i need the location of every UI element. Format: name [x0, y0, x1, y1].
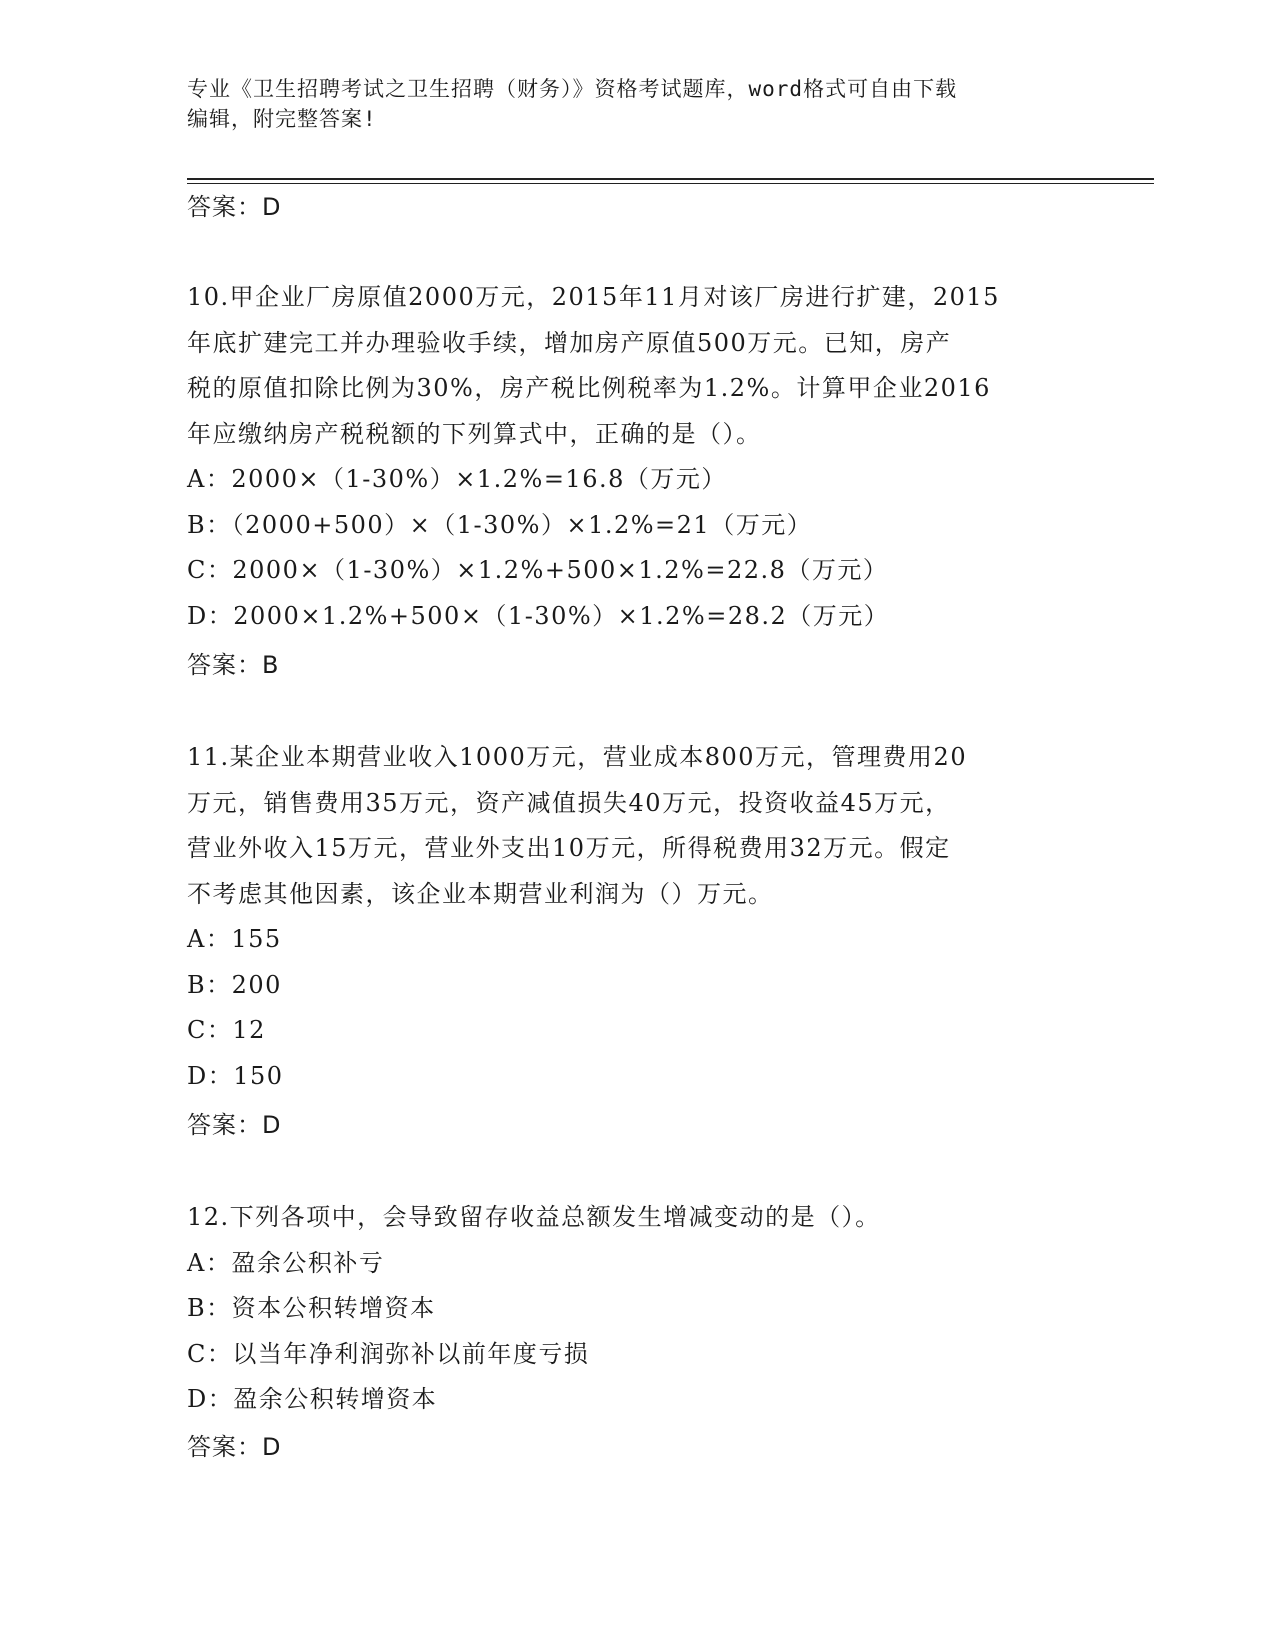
- option-c: C：以当年净利润弥补以前年度亏损: [187, 1339, 590, 1368]
- question-10: [187, 275, 1087, 639]
- answer-12: 答案：D: [187, 1433, 282, 1461]
- option-b: B：（2000+500）×（1-30%）×1.2%=21（万元）: [187, 510, 813, 539]
- stem-line: 万元，销售费用35万元，资产减值损失40万元，投资收益45万元，: [187, 788, 951, 817]
- option-d: D：2000×1.2%+500×（1-30%）×1.2%=28.2（万元）: [187, 601, 890, 630]
- header-line-1: 专业《卫生招聘考试之卫生招聘（财务）》资格考试题库，word格式可自由下载: [187, 77, 958, 101]
- option-d: D：盈余公积转增资本: [187, 1385, 438, 1413]
- stem-line: 营业外收入15万元，营业外支出10万元，所得税费用32万元。假定: [187, 834, 951, 862]
- question-stem: [187, 735, 1087, 917]
- question-12: [187, 1195, 1087, 1423]
- option-b: B：资本公积转增资本: [187, 1294, 436, 1322]
- answer-10: 答案：B: [187, 651, 280, 679]
- stem-line: 不考虑其他因素，该企业本期营业利润为（）万元。: [187, 879, 774, 908]
- option-c: C：2000×（1-30%）×1.2%+500×1.2%=22.8（万元）: [187, 556, 889, 584]
- header-divider-thin: [187, 183, 1154, 184]
- option-b: B：200: [187, 970, 282, 999]
- option-a: A：盈余公积补亏: [187, 1248, 385, 1277]
- stem-line: 税的原值扣除比例为30%，房产税比例税率为1.2%。计算甲企业2016: [187, 374, 991, 402]
- header-divider-thick: [187, 178, 1154, 180]
- stem-line: 10.甲企业厂房原值2000万元，2015年11月对该厂房进行扩建，2015: [187, 283, 1000, 311]
- question-11: [187, 735, 1087, 1099]
- stem-line: 11.某企业本期营业收入1000万元，营业成本800万元，管理费用20: [187, 743, 968, 771]
- stem-line: 年底扩建完工并办理验收手续，增加房产原值500万元。已知，房产: [187, 328, 952, 357]
- previous-question-answer: 答案：D: [187, 193, 282, 221]
- question-stem: [187, 1195, 1087, 1241]
- header-line-2: 编辑，附完整答案!: [187, 107, 377, 131]
- option-a: A：155: [187, 925, 282, 953]
- option-d: D：150: [187, 1061, 284, 1090]
- stem-line: 年应缴纳房产税税额的下列算式中，正确的是（）。: [187, 419, 762, 448]
- question-stem: [187, 275, 1087, 457]
- option-c: C：12: [187, 1016, 266, 1044]
- answer-11: 答案：D: [187, 1111, 282, 1139]
- option-a: A：2000×（1-30%）×1.2%=16.8（万元）: [187, 465, 727, 493]
- document-header: [187, 74, 1087, 134]
- stem-line: 12.下列各项中，会导致留存收益总额发生增减变动的是（）。: [187, 1203, 881, 1231]
